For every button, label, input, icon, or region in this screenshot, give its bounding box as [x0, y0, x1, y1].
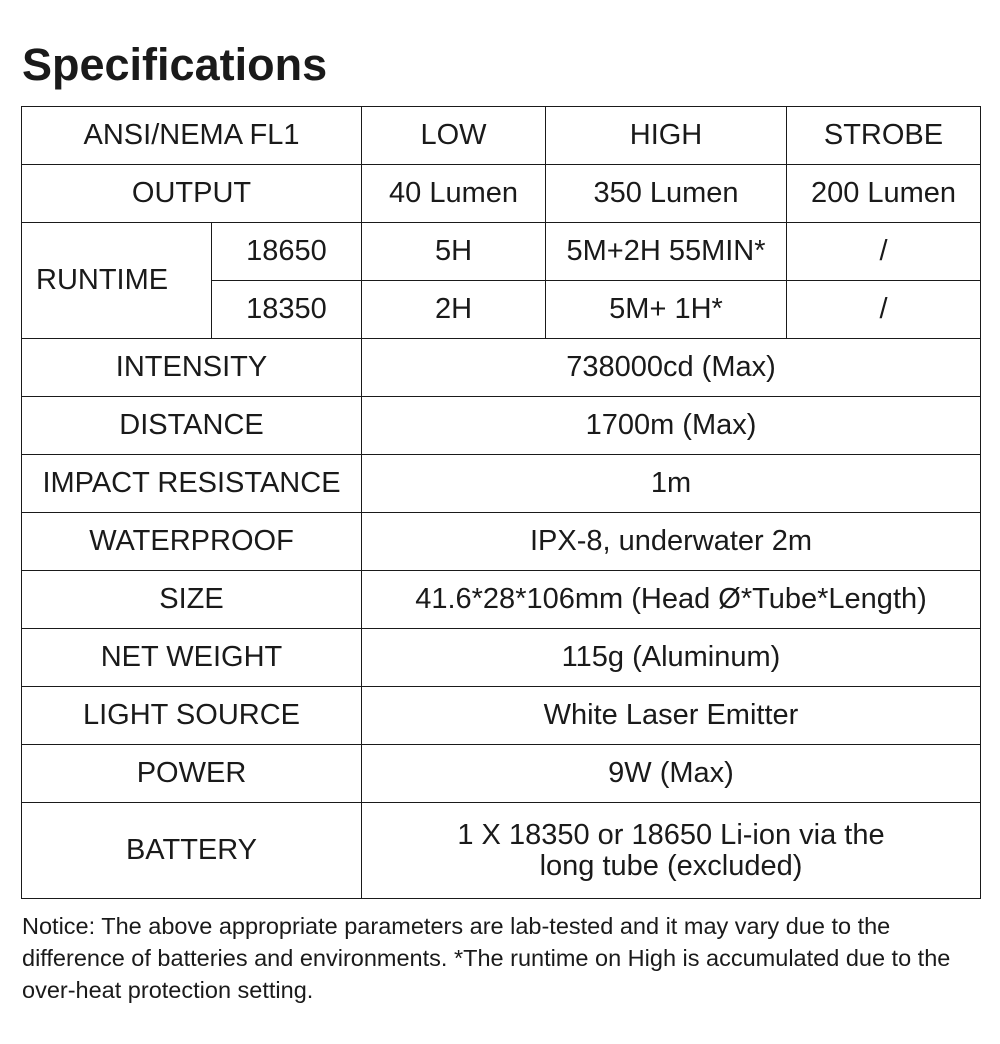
table-header-row: [22, 107, 981, 165]
spec-label: LIGHT SOURCE: [22, 687, 362, 745]
spec-row-power: [22, 745, 981, 803]
spec-label: SIZE: [22, 571, 362, 629]
battery-value: [362, 803, 981, 899]
header-mode-low: LOW: [362, 107, 546, 165]
spec-row-distance: [22, 397, 981, 455]
output-low: 40 Lumen: [362, 165, 546, 223]
runtime-18350-high: 5M+ 1H*: [546, 281, 787, 339]
runtime-18350-strobe: /: [787, 281, 981, 339]
runtime-18350-low: 2H: [362, 281, 546, 339]
spec-value: IPX-8, underwater 2m: [362, 513, 981, 571]
spec-label: IMPACT RESISTANCE: [22, 455, 362, 513]
spec-value: 41.6*28*106mm (Head Ø*Tube*Length): [362, 571, 981, 629]
output-high: 350 Lumen: [546, 165, 787, 223]
spec-value: 738000cd (Max): [362, 339, 981, 397]
runtime-18650-high: 5M+2H 55MIN*: [546, 223, 787, 281]
runtime-18650-low: 5H: [362, 223, 546, 281]
spec-row-battery: [22, 803, 981, 899]
output-strobe: 200 Lumen: [787, 165, 981, 223]
spec-row-waterproof: [22, 513, 981, 571]
specifications-table: [21, 106, 981, 899]
header-mode-strobe: STROBE: [787, 107, 981, 165]
spec-label: NET WEIGHT: [22, 629, 362, 687]
spec-row-light-source: [22, 687, 981, 745]
spec-label: INTENSITY: [22, 339, 362, 397]
spec-label: POWER: [22, 745, 362, 803]
spec-row-net-weight: [22, 629, 981, 687]
spec-value: 115g (Aluminum): [362, 629, 981, 687]
header-standard-label: ANSI/NEMA FL1: [22, 107, 362, 165]
runtime-row-18650: [22, 223, 981, 281]
runtime-label: RUNTIME: [22, 223, 212, 339]
output-label: OUTPUT: [22, 165, 362, 223]
runtime-18650-strobe: /: [787, 223, 981, 281]
spec-row-intensity: [22, 339, 981, 397]
spec-value: White Laser Emitter: [362, 687, 981, 745]
spec-label: WATERPROOF: [22, 513, 362, 571]
spec-value: 9W (Max): [362, 745, 981, 803]
runtime-battery-18650: 18650: [212, 223, 362, 281]
spec-value: 1700m (Max): [362, 397, 981, 455]
spec-label: DISTANCE: [22, 397, 362, 455]
battery-value-line-1: 1 X 18350 or 18650 Li-ion via the: [457, 818, 885, 851]
notice-text: Notice: The above appropriate parameters are lab-tested and it may vary due to the difference of batteries and environments. *The runtime on High is accumulated due to the over-heat protection setting.: [22, 913, 951, 1003]
output-row: [22, 165, 981, 223]
spec-row-size: [22, 571, 981, 629]
runtime-battery-18350: 18350: [212, 281, 362, 339]
battery-value-line-2: long tube (excluded): [539, 849, 803, 882]
spec-row-impact-resistance: [22, 455, 981, 513]
battery-label: BATTERY: [22, 803, 362, 899]
header-mode-high: HIGH: [546, 107, 787, 165]
spec-value: 1m: [362, 455, 981, 513]
page-title: Specifications: [22, 39, 328, 90]
